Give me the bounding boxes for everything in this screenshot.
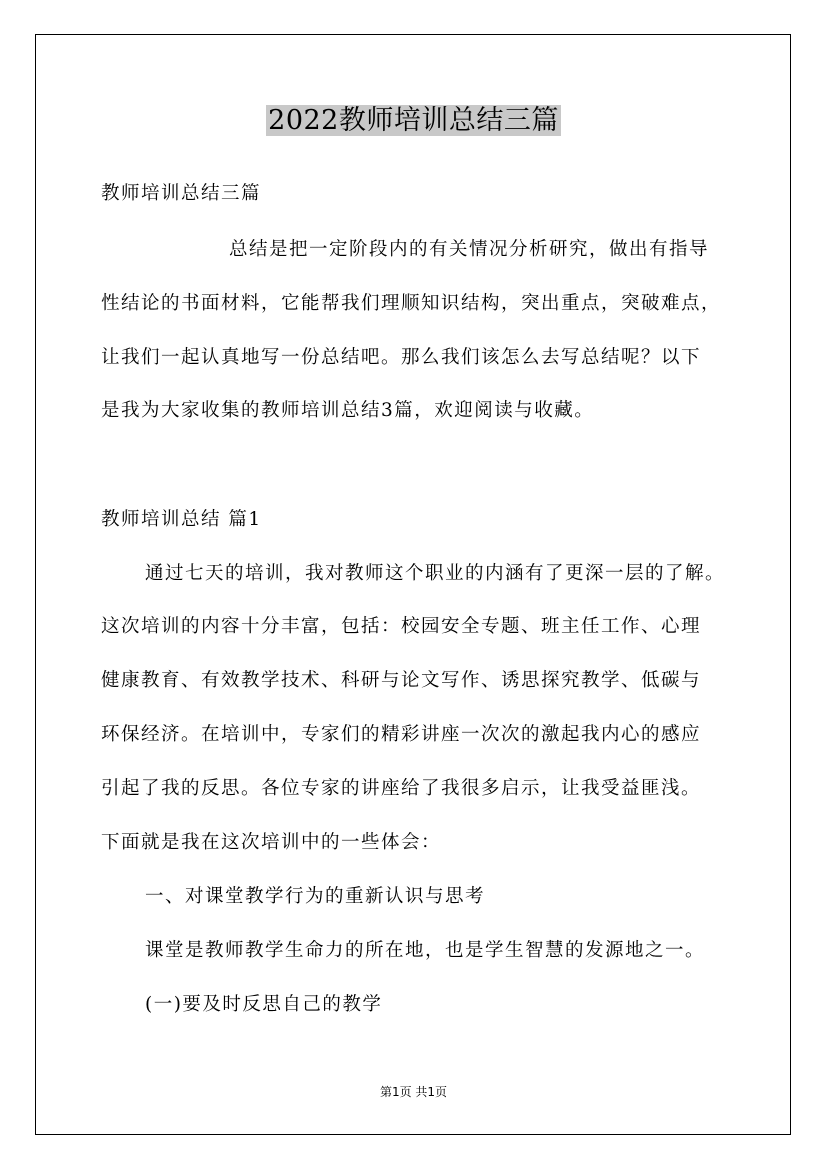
intro-line: 总结是把一定阶段内的有关情况分析研究，做出有指导 [229,239,710,260]
subtitle: 教师培训总结三篇 [101,183,262,204]
section-heading: 教师培训总结 篇1 [101,509,262,530]
page-footer: 第1页 共1页 [379,1085,448,1099]
body-line: 下面就是我在这次培训中的一些体会： [101,832,442,853]
document-title-wrap [0,102,827,140]
body-line: 健康教育、有效教学技术、科研与论文写作、诱思探究教学、低碳与 [101,670,702,691]
intro-line: 性结论的书面材料，它能帮我们理顺知识结构，突出重点，突破难点， [101,293,722,314]
body-line: 环保经济。在培训中，专家们的精彩讲座一次次的激起我内心的感应 [101,724,702,745]
intro-line: 让我们一起认真地写一份总结吧。那么我们该怎么去写总结呢？以下 [101,347,702,368]
intro-line: 是我为大家收集的教师培训总结3篇，欢迎阅读与收藏。 [101,400,595,421]
body-line: 通过七天的培训，我对教师这个职业的内涵有了更深一层的了解。 [145,563,726,584]
sub-point-heading: (一)要及时反思自己的教学 [145,994,383,1015]
body-line: 引起了我的反思。各位专家的讲座给了我很多启示，让我受益匪浅。 [101,778,702,799]
document-title: 2022教师培训总结三篇 [268,105,559,136]
point-text: 课堂是教师教学生命力的所在地，也是学生智慧的发源地之一。 [145,940,706,961]
point-heading: 一、对课堂教学行为的重新认识与思考 [145,886,486,907]
body-line: 这次培训的内容十分丰富，包括：校园安全专题、班主任工作、心理 [101,616,702,637]
